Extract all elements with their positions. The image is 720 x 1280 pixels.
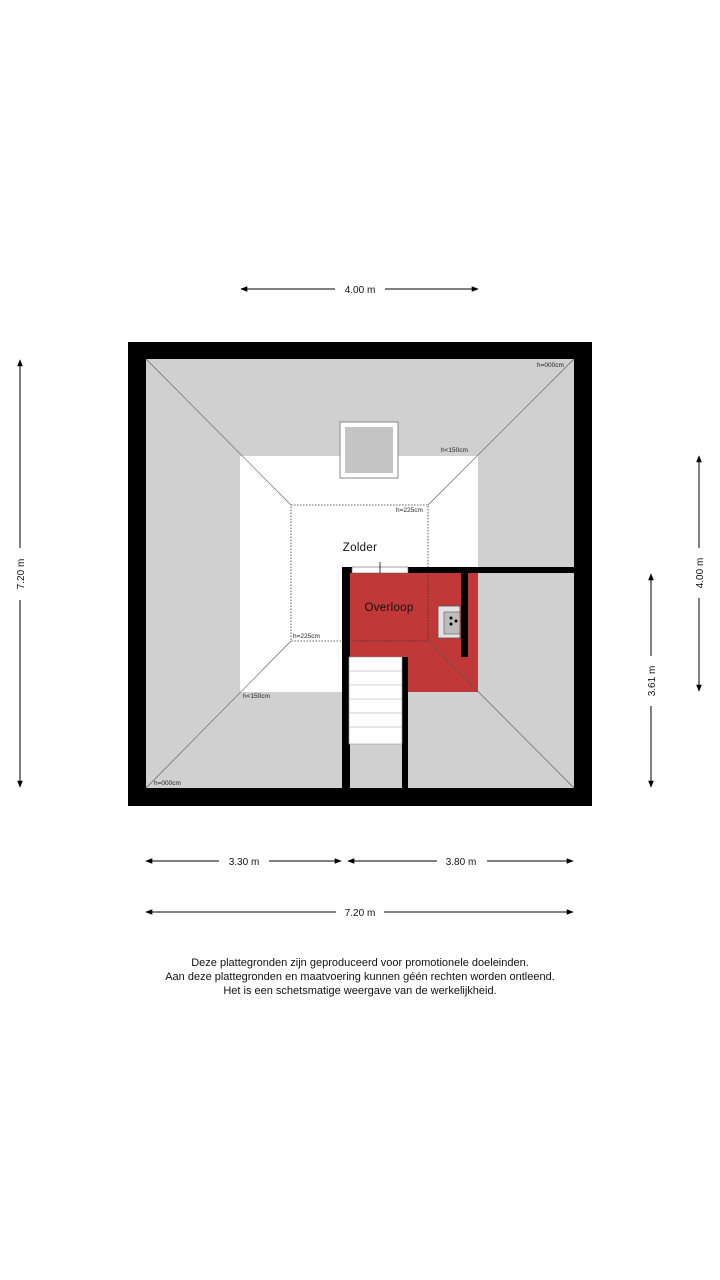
height-label: h=000cm xyxy=(537,362,564,369)
room-label-zolder: Zolder xyxy=(342,542,378,554)
dim-label-right-lower: 3.61 m xyxy=(647,665,658,697)
dim-label-right-upper: 4.00 m xyxy=(695,557,706,589)
dim-label-bottom-right: 3.80 m xyxy=(445,857,477,868)
height-label: h<150cm xyxy=(441,447,468,454)
height-label: h=225cm xyxy=(293,633,320,640)
dim-label-left: 7.20 m xyxy=(16,558,27,590)
disclaimer xyxy=(0,956,720,998)
boiler-unit xyxy=(438,606,460,638)
disclaimer-line: Het is een schetsmatige weergave van de werkelijkheid. xyxy=(223,985,497,997)
disclaimer-line: Aan deze plattegronden en maatvoering kunnen géén rechten worden ontleend. xyxy=(165,971,555,983)
disclaimer-line: Deze plattegronden zijn geproduceerd voor promotionele doeleinden. xyxy=(191,957,529,969)
skylight xyxy=(340,422,398,478)
staircase xyxy=(349,657,402,744)
dim-label-top: 4.00 m xyxy=(344,285,376,296)
height-label: h=000cm xyxy=(154,780,181,787)
height-label: h=225cm xyxy=(396,507,423,514)
dim-label-bottom-total: 7.20 m xyxy=(344,908,376,919)
height-label: h<150cm xyxy=(243,693,270,700)
dim-label-bottom-left: 3.30 m xyxy=(228,857,260,868)
room-label-overloop: Overloop xyxy=(364,602,414,614)
